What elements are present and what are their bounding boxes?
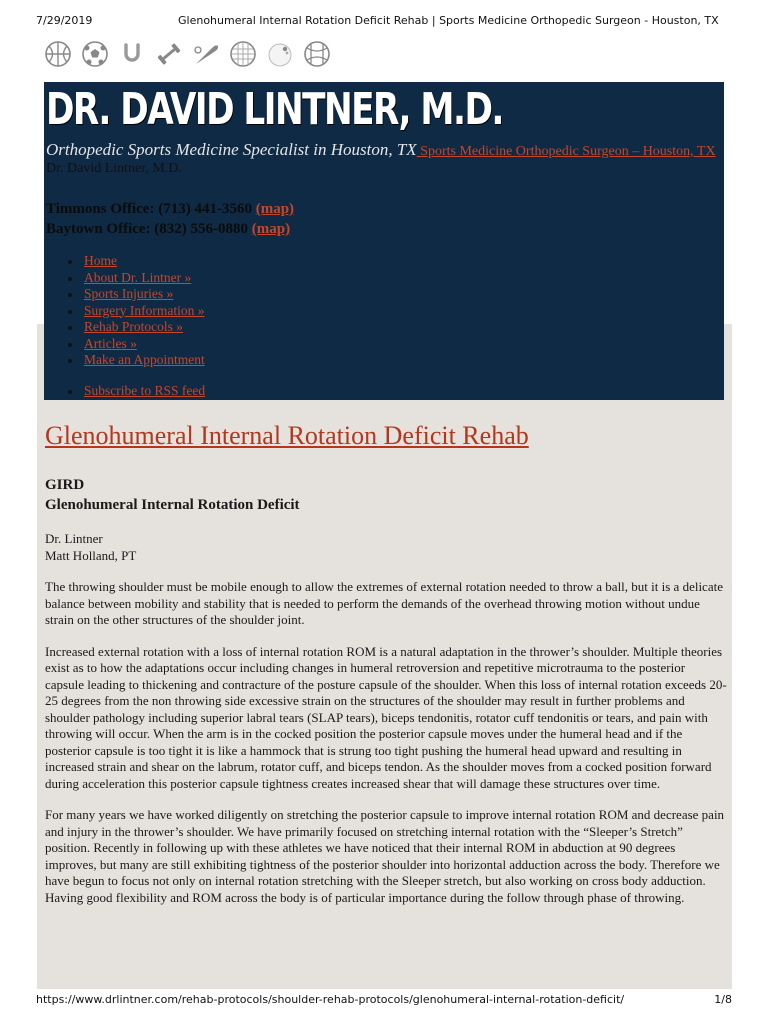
site-title[interactable]: DR. DAVID LINTNER, M.D. — [46, 84, 503, 135]
tagline-link[interactable]: Sports Medicine Orthopedic Surgeon – Houston, TX — [416, 144, 716, 159]
nav-link-about[interactable]: About Dr. Lintner » — [84, 269, 192, 285]
article-paragraph: For many years we have worked diligently on stretching the posterior capsule to improve internal rotation ROM and decrease pain and injury in the thrower’s shoulder. We have primarily focused on stretching internal rotation with the “Sleeper’s Stretch” position. Recently in following up with these athletes we have noticed that their internal ROM in abduction at 90 degrees improves, but many are still exhibiting tightness of the posterior shoulder into horizontal adduction across the body. Therefore we have begun to focus not only on internal rotation stretching with the Sleeper stretch, but also working on cross body adduction. Having good flexibility and ROM across the body is of particular importance during the follow through phase of throwing. — [45, 807, 725, 905]
author-name: Dr. Lintner — [45, 531, 103, 546]
office-timmons-label: Timmons Office: (713) 441-3560 — [46, 201, 256, 217]
print-page-title: Glenohumeral Internal Rotation Deficit Rehab | Sports Medicine Orthopedic Surgeon - Houston, TX — [178, 14, 719, 27]
tennis-ball-icon[interactable] — [303, 40, 331, 68]
office-baytown — [46, 219, 294, 239]
nav-link-surgery-information[interactable]: Surgery Information » — [84, 302, 205, 318]
article — [45, 418, 727, 919]
print-page-number: 1/8 — [714, 993, 732, 1006]
print-footer — [36, 993, 732, 1009]
golf-ball-icon[interactable] — [266, 40, 294, 68]
office-baytown-map-link[interactable]: (map) — [251, 221, 291, 237]
nav-link-home[interactable]: Home — [84, 253, 117, 268]
print-date: 7/29/2019 — [36, 14, 93, 27]
horseshoe-icon[interactable] — [118, 40, 146, 68]
article-subtitle: Glenohumeral Internal Rotation Deficit — [45, 497, 300, 513]
article-authors — [45, 531, 727, 564]
volleyball-icon[interactable] — [229, 40, 257, 68]
tagline-text: Orthopedic Sports Medicine Specialist in Houston, TX — [46, 140, 417, 159]
article-paragraph: Increased external rotation with a loss of internal rotation ROM is a natural adaptation in the thrower’s shoulder. Multiple theories exist as to how the adaptations occur including changes in humeral retroversion and repetitive microtrauma to the posterior capsule leading to thickening and contracture of the posture capsule of the shoulder. When this loss of internal rotation exceeds 20-25 degrees from the non throwing side excessive strain on the structures of the shoulder may result in further problems and shoulder pathology including superior labral tears (SLAP tears), biceps tendonitis, rotator cuff tendonitis or tears, and pain with throwing will occur. When the arm is in the cocked position the posterior capsule moves under the humeral head and if the posterior capsule is too tight it is like a hammock that is strung too tight pushing the humeral head upward and resulting in increased strain and shear on the labrum, rotator cuff, and biceps tendon. As the shoulder moves from a cocked position forward during acceleration this posterior capsule tightness creates increased shear that will damage these structures over time. — [45, 643, 727, 791]
print-url: https://www.drlintner.com/rehab-protocols/shoulder-rehab-protocols/glenohumeral-internal-rotation-deficit/ — [36, 993, 625, 1006]
nav-gap — [46, 369, 205, 383]
article-title[interactable]: Glenohumeral Internal Rotation Deficit Rehab — [45, 421, 529, 450]
nav-item-articles[interactable] — [46, 336, 205, 353]
rss-feed-link[interactable]: Subscribe to RSS feed — [84, 382, 206, 398]
author-name: Matt Holland, PT — [45, 547, 137, 563]
nav-item-home[interactable] — [46, 253, 205, 270]
article-subtitle-acronym: GIRD — [45, 477, 85, 493]
nav-link-sports-injuries[interactable]: Sports Injuries » — [84, 286, 174, 301]
nav-item-sports-injuries[interactable] — [46, 286, 205, 303]
office-baytown-label: Baytown Office: (832) 556-0880 — [46, 221, 252, 237]
site-tagline — [46, 141, 716, 177]
nav-item-surgery-information[interactable] — [46, 303, 205, 320]
nav-link-articles[interactable]: Articles » — [84, 335, 137, 351]
soccer-ball-icon[interactable] — [81, 40, 109, 68]
basketball-icon[interactable] — [44, 40, 72, 68]
nav-link-appointment[interactable]: Make an Appointment — [84, 352, 205, 367]
nav-item-appointment[interactable] — [46, 352, 205, 369]
baseball-bat-icon[interactable] — [192, 40, 220, 68]
nav-link-rehab-protocols[interactable]: Rehab Protocols » — [84, 319, 183, 334]
dumbbell-icon[interactable] — [155, 40, 183, 68]
nav-item-rehab-protocols[interactable] — [46, 319, 205, 336]
sports-icon-row — [44, 40, 331, 70]
main-nav — [46, 253, 205, 399]
office-timmons-map-link[interactable]: (map) — [255, 201, 295, 217]
nav-item-about[interactable] — [46, 270, 205, 287]
print-header — [36, 14, 732, 30]
office-list — [46, 199, 294, 239]
nav-item-rss[interactable] — [46, 383, 205, 400]
office-timmons — [46, 199, 294, 219]
doctor-name: Dr. David Lintner, M.D. — [46, 161, 182, 176]
article-paragraph: The throwing shoulder must be mobile enough to allow the extremes of external rotation needed to throw a ball, but it is a delicate balance between mobility and stability that is needed to perform the demands of the overhead throwing motion without undue strain on the other structures of the shoulder joint. — [45, 579, 723, 627]
